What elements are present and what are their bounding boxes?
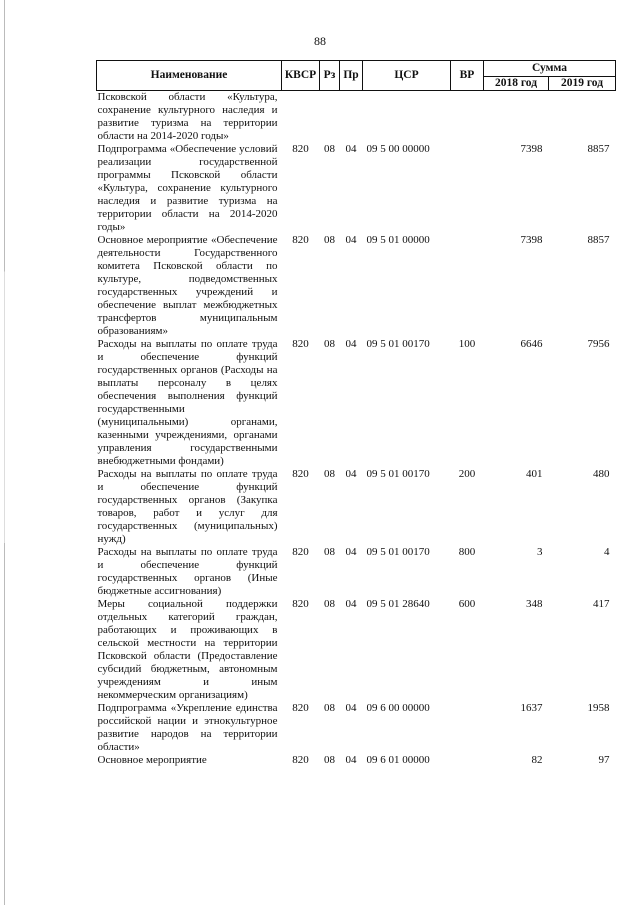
cell-y2019: 417: [593, 598, 610, 610]
scan-edge-line: [4, 0, 5, 905]
cell-name: Расходы на выплаты по оплате труда и обеспечение функций государственных органов (Закупка товаров, работ и услуг для государственных (муниципальных) нужд): [97, 468, 278, 545]
cell-rz: 08: [324, 234, 335, 246]
cell-csr: 09 5 01 28640: [366, 598, 430, 610]
table-row: [97, 754, 616, 767]
cell-rz: [320, 91, 340, 144]
cell-csr: 09 6 01 00000: [366, 754, 430, 766]
table-body: [97, 91, 616, 768]
header-rz: Рз: [320, 61, 340, 91]
cell-y2019: 4: [604, 546, 610, 558]
cell-kvsr: 820: [292, 546, 309, 558]
page-number: 88: [314, 34, 326, 48]
table-row: [97, 234, 616, 338]
cell-y2019: [549, 91, 616, 144]
header-sum: Сумма: [484, 61, 616, 77]
cell-vr: 100: [458, 338, 476, 350]
cell-vr: [451, 754, 484, 767]
table-row: [97, 338, 616, 468]
cell-pr: [340, 91, 363, 144]
cell-kvsr: 820: [292, 234, 309, 246]
header-2019: 2019 год: [549, 77, 616, 91]
cell-rz: 08: [324, 702, 335, 714]
cell-y2018: 6646: [520, 338, 543, 350]
cell-vr: 200: [458, 468, 476, 480]
cell-csr: 09 5 01 00170: [366, 338, 430, 350]
cell-vr: [451, 91, 484, 144]
cell-rz: 08: [324, 338, 335, 350]
table-row: [97, 702, 616, 754]
cell-csr: 09 5 00 00000: [366, 143, 430, 155]
cell-pr: 04: [345, 468, 357, 480]
table-row: [97, 546, 616, 598]
cell-csr: 09 5 01 00000: [366, 234, 430, 246]
cell-y2018: 348: [526, 598, 543, 610]
table-row: [97, 468, 616, 546]
cell-y2018: 1637: [520, 702, 543, 714]
cell-pr: 04: [345, 338, 357, 350]
cell-csr: 09 6 00 00000: [366, 702, 430, 714]
cell-rz: 08: [324, 754, 335, 766]
cell-pr: 04: [345, 546, 357, 558]
cell-name: Меры социальной поддержки отдельных категорий граждан, работающих и проживающих в сельской местности на территории Псковской области (Предоставление субсидий бюджетным, автономным учреждениям и иным некоммерческим организациям): [97, 598, 278, 701]
cell-vr: 600: [458, 598, 476, 610]
cell-y2019: 8857: [587, 143, 610, 155]
table-row: [97, 143, 616, 234]
table-row: [97, 91, 616, 144]
budget-table: [96, 60, 616, 767]
cell-rz: 08: [324, 598, 335, 610]
cell-vr: 800: [458, 546, 476, 558]
cell-y2019: 97: [598, 754, 610, 766]
cell-pr: 04: [345, 598, 357, 610]
cell-kvsr: [282, 91, 320, 144]
cell-name: Псковской области «Культура, сохранение культурного наследия и развитие туризма на территории области на 2014-2020 годы»: [97, 91, 278, 142]
cell-kvsr: 820: [292, 338, 309, 350]
cell-vr: [451, 234, 484, 338]
cell-rz: 08: [324, 546, 335, 558]
cell-kvsr: 820: [292, 143, 309, 155]
cell-name: Подпрограмма «Обеспечение условий реализации государственной программы Псковской области «Культура, сохранение культурного наследия и развитие туризма на территории области на 2014-2020 годы»: [97, 143, 278, 233]
cell-name: Расходы на выплаты по оплате труда и обеспечение функций государственных органов (Иные бюджетные ассигнования): [97, 546, 278, 597]
header-kvsr: КВСР: [282, 61, 320, 91]
cell-csr: 09 5 01 00170: [366, 546, 430, 558]
cell-rz: 08: [324, 143, 335, 155]
cell-y2019: 480: [593, 468, 610, 480]
header-csr: ЦСР: [363, 61, 451, 91]
cell-kvsr: 820: [292, 468, 309, 480]
header-pr: Пр: [340, 61, 363, 91]
cell-y2019: 7956: [587, 338, 610, 350]
cell-kvsr: 820: [292, 702, 309, 714]
cell-pr: 04: [345, 702, 357, 714]
cell-name: Расходы на выплаты по оплате труда и обеспечение функций государственных органов (Расходы на выплаты персоналу в целях обеспечения выполнения функций государственными (муниципальными) органами, казенными учреждениями, органами управления государственными внебюджетными фондами): [97, 338, 278, 467]
table-row: [97, 598, 616, 702]
cell-y2018: 401: [526, 468, 543, 480]
cell-vr: [451, 702, 484, 754]
cell-kvsr: 820: [292, 754, 309, 766]
cell-pr: 04: [345, 754, 357, 766]
cell-y2018: 3: [537, 546, 543, 558]
cell-vr: [451, 143, 484, 234]
cell-y2018: 82: [531, 754, 543, 766]
cell-y2019: 1958: [587, 702, 610, 714]
header-vr: ВР: [451, 61, 484, 91]
cell-name: Основное мероприятие «Обеспечение деятельности Государственного комитета Псковской области по культуре, подведомственных государственных учреждений и обеспечение выплат межбюджетных трансфертов муниципальным образованиям»: [97, 234, 278, 337]
header-2018: 2018 год: [484, 77, 549, 91]
cell-name: Подпрограмма «Укрепление единства российской нации и этнокультурное развитие народов на территории области»: [97, 702, 278, 753]
cell-csr: 09 5 01 00170: [366, 468, 430, 480]
cell-name: Основное мероприятие: [97, 754, 207, 766]
cell-pr: 04: [345, 143, 357, 155]
header-name: Наименование: [97, 61, 282, 91]
cell-y2019: 8857: [587, 234, 610, 246]
cell-y2018: [484, 91, 549, 144]
cell-y2018: 7398: [520, 234, 543, 246]
cell-rz: 08: [324, 468, 335, 480]
cell-csr: [363, 91, 451, 144]
cell-pr: 04: [345, 234, 357, 246]
cell-kvsr: 820: [292, 598, 309, 610]
cell-y2018: 7398: [520, 143, 543, 155]
